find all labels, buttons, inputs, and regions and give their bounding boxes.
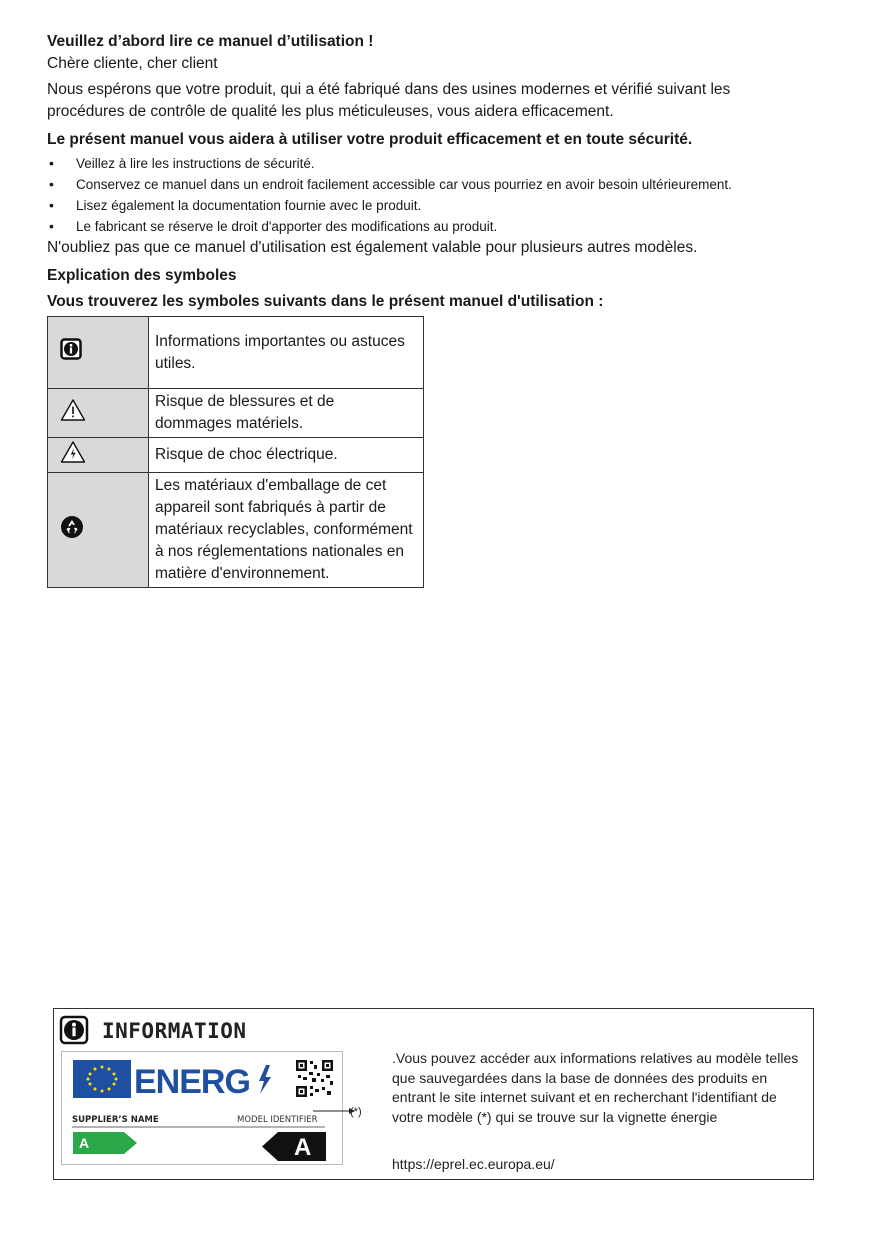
symbol-description: Informations importantes ou astuces utiles. (149, 317, 424, 389)
information-text: .Vous pouvez accéder aux informations relatives au modèle telles que sauvegardées dans la base de données des produits en entrant le site internet suivant et en recherchant l'identifiant de votre modèle (*) qui se trouve sur la vignette énergie (392, 1050, 799, 1125)
symbol-cell (48, 389, 149, 438)
models-note: N'oubliez pas que ce manuel d'utilisation est également valable pour plusieurs autres modèles. (47, 239, 698, 256)
info-icon (59, 1015, 89, 1050)
list-item: • Veillez à lire les instructions de sécurité. (47, 153, 817, 174)
symbol-description: Les matériaux d'emballage de cet appareil sont fabriqués à partir de matériaux recyclables, conformément à nos réglementations nationales en matière d'environnement. (149, 473, 424, 588)
table-row (48, 317, 424, 389)
intro-paragraph: Nous espérons que votre produit, qui a été fabriqué dans des usines modernes et vérifié suivant les procédures de contrôle de qualité les plus méticuleuses, vous aidera efficacement. (47, 81, 731, 120)
energy-class-small: A (79, 1135, 90, 1151)
list-item: • Le fabricant se réserve le droit d'apporter des modifications au produit. (47, 216, 817, 237)
list-item: • Conservez ce manuel dans un endroit facilement accessible car vous pourriez en avoir besoin ultérieurement. (47, 174, 817, 195)
symbol-description: Risque de choc électrique. (149, 438, 424, 473)
symbol-cell (48, 317, 149, 389)
recycle-icon (60, 515, 84, 539)
model-asterisk: (*) (350, 1106, 362, 1118)
table-row (48, 473, 424, 588)
energy-word: ENERG (134, 1063, 250, 1101)
model-identifier: MODEL IDENTIFIER (237, 1115, 318, 1125)
energy-class-big: A (294, 1134, 312, 1161)
bullet-icon: • (49, 197, 54, 213)
information-box (53, 1008, 814, 1180)
supplier-name: SUPPLIER’S NAME (72, 1115, 159, 1125)
symbols-heading: Explication des symboles (47, 267, 237, 284)
table-row (48, 389, 424, 438)
bullet-icon: • (49, 176, 54, 192)
info-icon (60, 338, 82, 360)
manual-heading: Le présent manuel vous aidera à utiliser votre produit efficacement et en toute sécurité. (47, 131, 693, 148)
electric-shock-icon (60, 440, 86, 464)
information-title: INFORMATION (102, 1019, 247, 1043)
list-item: • Lisez également la documentation fournie avec le produit. (47, 195, 817, 216)
salutation: Chère cliente, cher client (47, 55, 218, 72)
qr-code-icon (296, 1060, 333, 1097)
energy-label-graphic (62, 1052, 344, 1166)
symbol-cell (48, 438, 149, 473)
eprel-link[interactable]: https://eprel.ec.europa.eu/ (392, 1156, 555, 1172)
warning-icon (60, 398, 86, 422)
document-body (47, 30, 817, 313)
symbol-description: Risque de blessures et de dommages matériels. (149, 389, 424, 438)
bullet-icon: • (49, 218, 54, 234)
symbols-table (47, 316, 424, 588)
energy-label-example (61, 1051, 343, 1165)
symbols-subheading: Vous trouverez les symboles suivants dans le présent manuel d'utilisation : (47, 293, 604, 310)
instruction-list (47, 153, 817, 237)
intro-heading: Veuillez d’abord lire ce manuel d’utilisation ! (47, 33, 374, 50)
table-row (48, 438, 424, 473)
bullet-icon: • (49, 155, 54, 171)
symbol-cell (48, 473, 149, 588)
